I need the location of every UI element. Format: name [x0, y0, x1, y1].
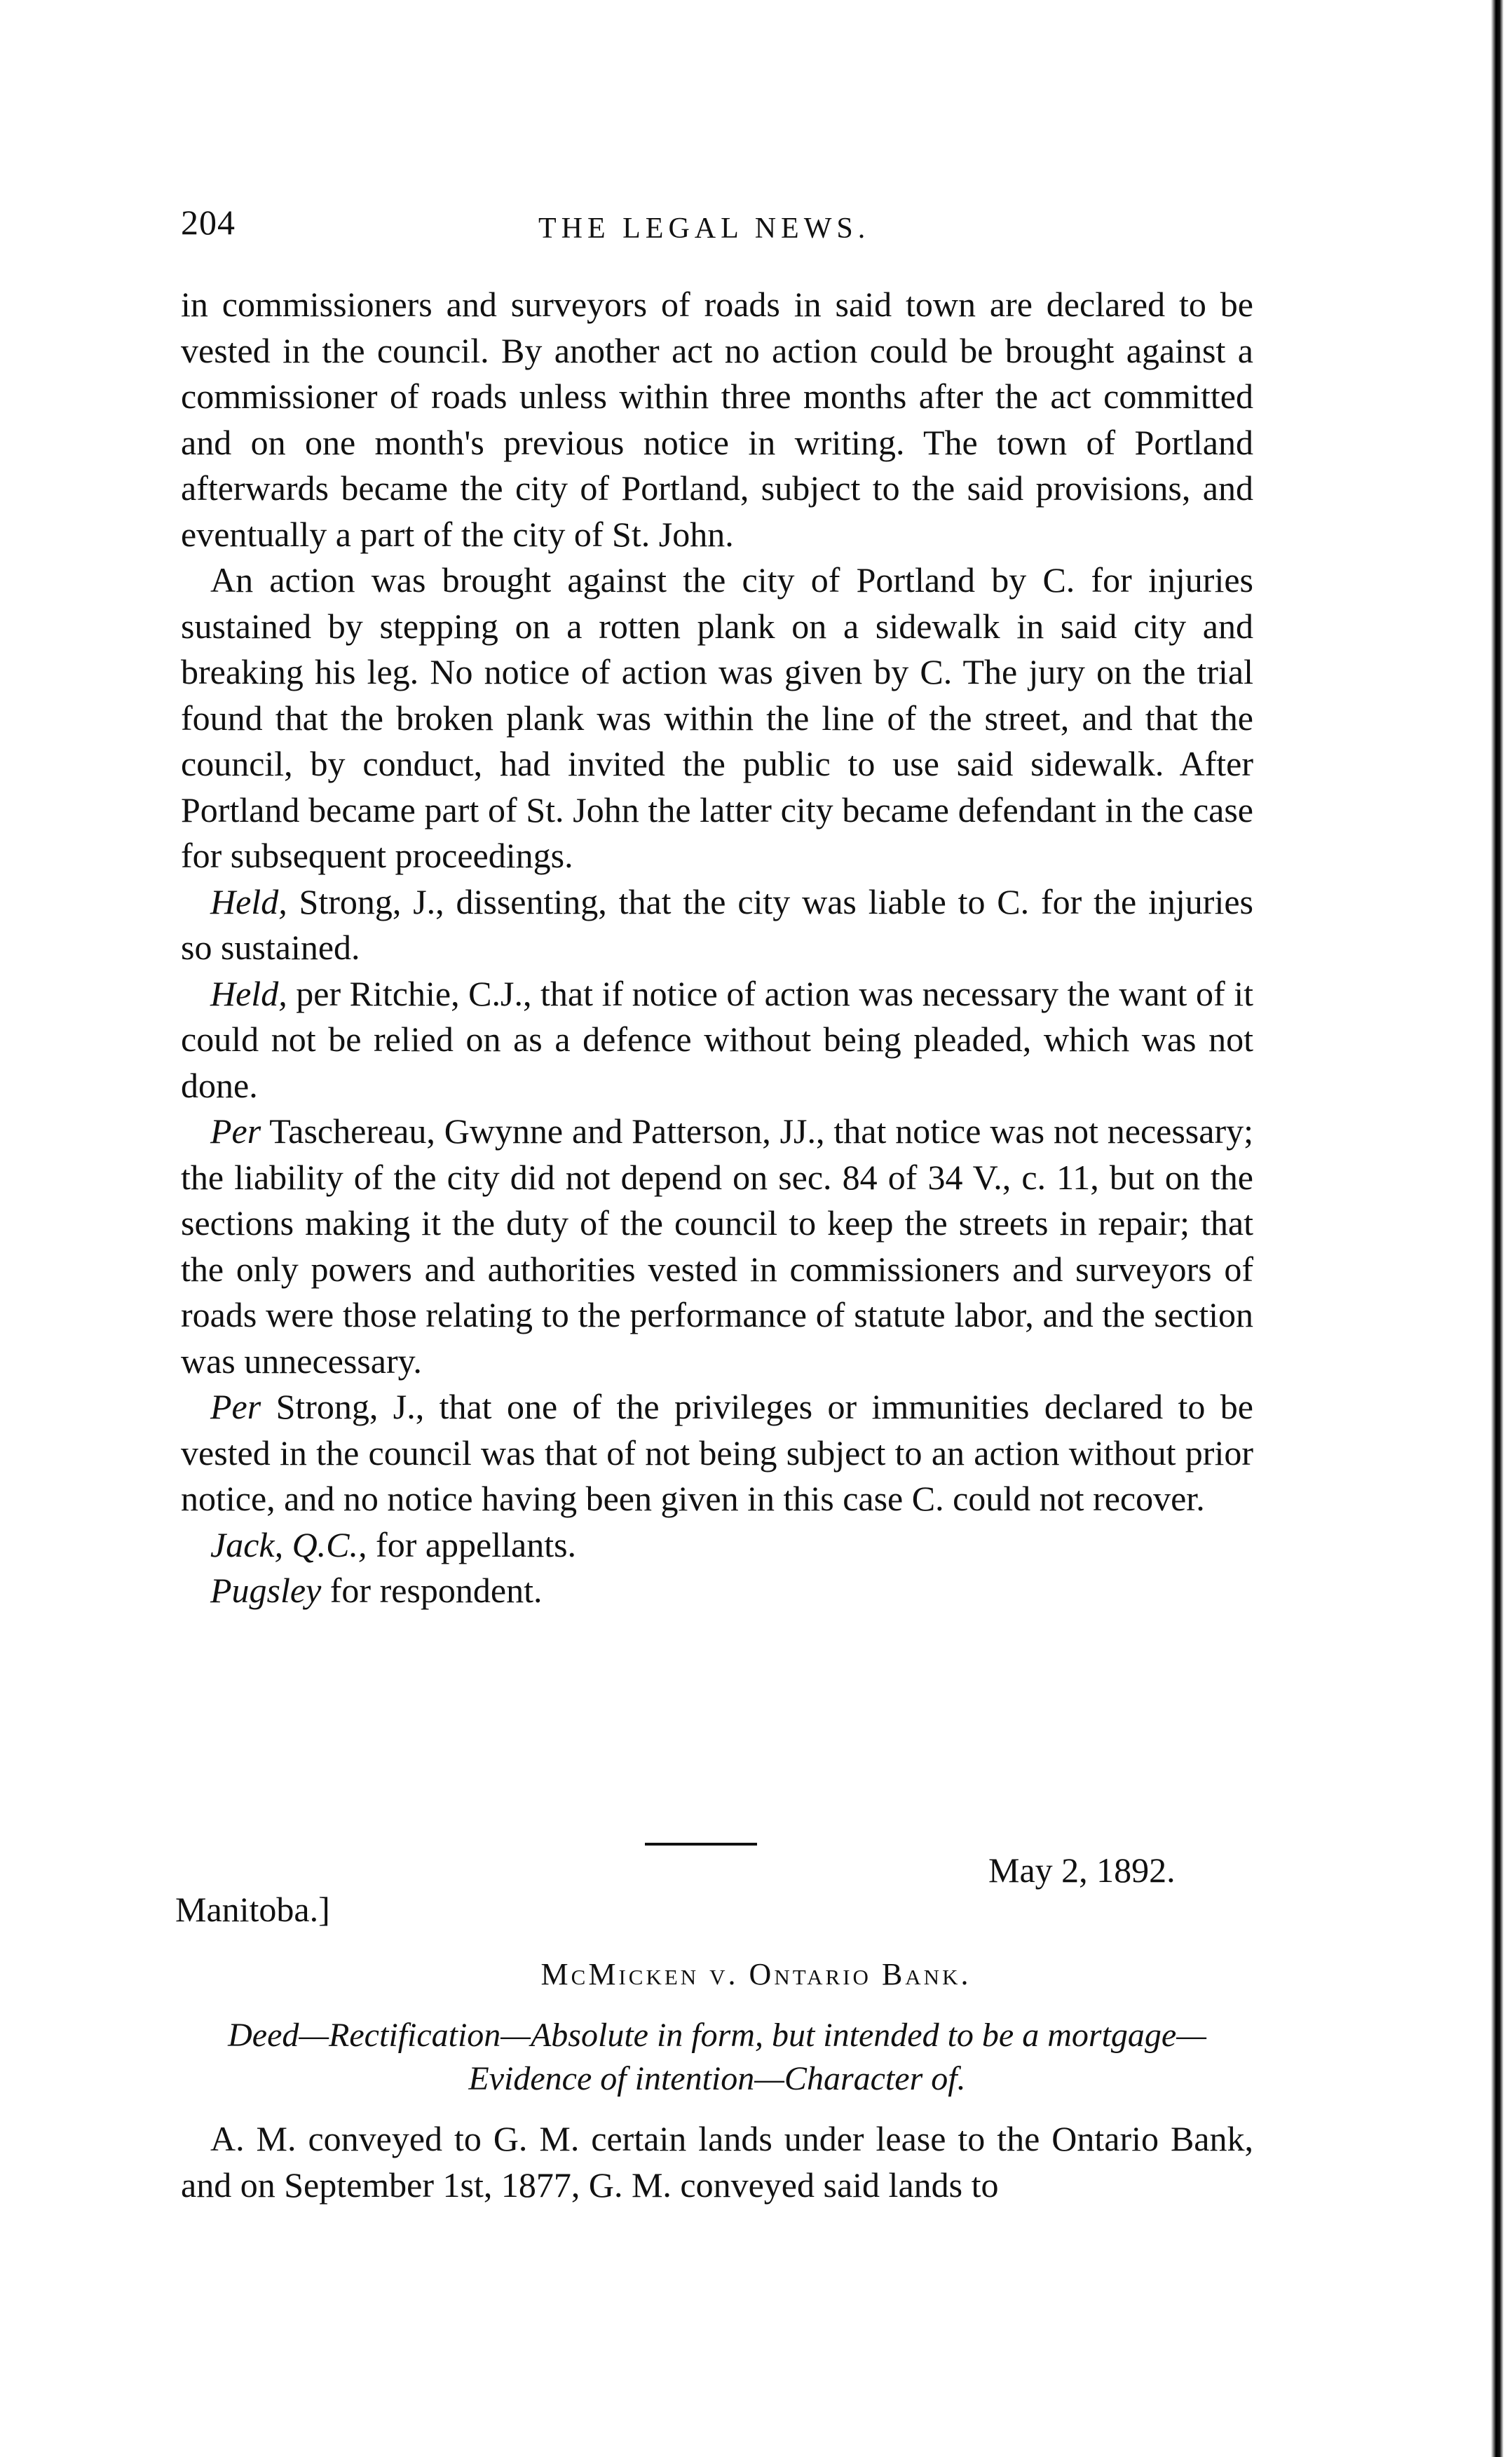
binding-edge	[1491, 0, 1504, 2457]
counsel-appellants	[181, 1522, 1253, 1569]
paragraph-continued: in commissioners and surveyors of roads in said town are declared to be vested in the council. By another act no action could be brought against a commissioner of roads unless within three months after the act committed and on one month's previous notice in writing. The town of Portland afterwards became the city of Portland, subject to the said provisions, and eventually a part of the city of St. John.	[181, 285, 1253, 554]
opinion-strong	[181, 1384, 1253, 1522]
opinion-taschereau	[181, 1109, 1253, 1384]
case-paragraph: A. M. conveyed to G. M. certain lands under lease to the Ontario Bank, and on September 1st, 1877, G. M. conveyed said lands to	[181, 2119, 1253, 2205]
case-headnote: Deed—Rectification—Absolute in form, but intended to be a mortgage—Evidence of intention—Character of.	[228, 2017, 1206, 2097]
section-divider	[645, 1843, 757, 1846]
running-title: THE LEGAL NEWS.	[538, 212, 871, 245]
counsel-role: for respondent.	[321, 1571, 543, 1610]
held-text: per Ritchie, C.J., that if notice of action was necessary the want of it could not be relied on as a defence without being pleaded, which was not done.	[181, 973, 1253, 1105]
counsel-role: for appellants.	[367, 1524, 577, 1564]
body-text	[181, 282, 1253, 1614]
court-name: Manitoba.]	[175, 1890, 330, 1929]
case-text	[181, 2116, 1253, 2208]
held-lead: Held,	[210, 881, 287, 921]
held-text: Strong, J., dissenting, that the city was liable to C. for the injuries so sustained.	[181, 881, 1253, 967]
counsel-name: Pugsley	[210, 1571, 322, 1610]
case-title: McMicken v. Ontario Bank.	[540, 1957, 972, 1991]
paragraph-facts: An action was brought against the city of Portland by C. for injuries sustained by stepping on a rotten plank on a sidewalk in said city and breaking his leg. No notice of action was given by C. The jury on the trial found that the broken plank was within the line of the street, and that the council, by conduct, had invited the public to use said sidewalk. After Portland became part of St. John the latter city became defendant in the case for subsequent proceedings.	[181, 560, 1253, 875]
per-lead: Per	[210, 1387, 261, 1426]
holding-ritchie	[181, 971, 1253, 1109]
page-number: 204	[181, 203, 236, 242]
page-header	[181, 202, 1253, 251]
counsel-respondent	[181, 1568, 1253, 1614]
per-lead: Per	[210, 1111, 261, 1151]
counsel-name: Jack, Q.C.,	[210, 1524, 367, 1564]
case-date: May 2, 1892.	[988, 1850, 1176, 1890]
holding-majority	[181, 879, 1253, 971]
per-text: Taschereau, Gwynne and Patterson, JJ., that notice was not necessary; the liability of the city did not depend on sec. 84 of 34 V., c. 11, but on the sections making it the duty of the council to keep the streets in repair; that the only powers and authorities vested in commissioners and surveyors of roads were those relating to the performance of statute labor, and the section was unnecessary.	[181, 1111, 1253, 1381]
held-lead: Held,	[210, 973, 287, 1013]
per-text: Strong, J., that one of the privileges or immunities declared to be vested in the council was that of not being subject to an action without prior notice, and no notice having been given in this case C. could not recover.	[181, 1387, 1253, 1518]
